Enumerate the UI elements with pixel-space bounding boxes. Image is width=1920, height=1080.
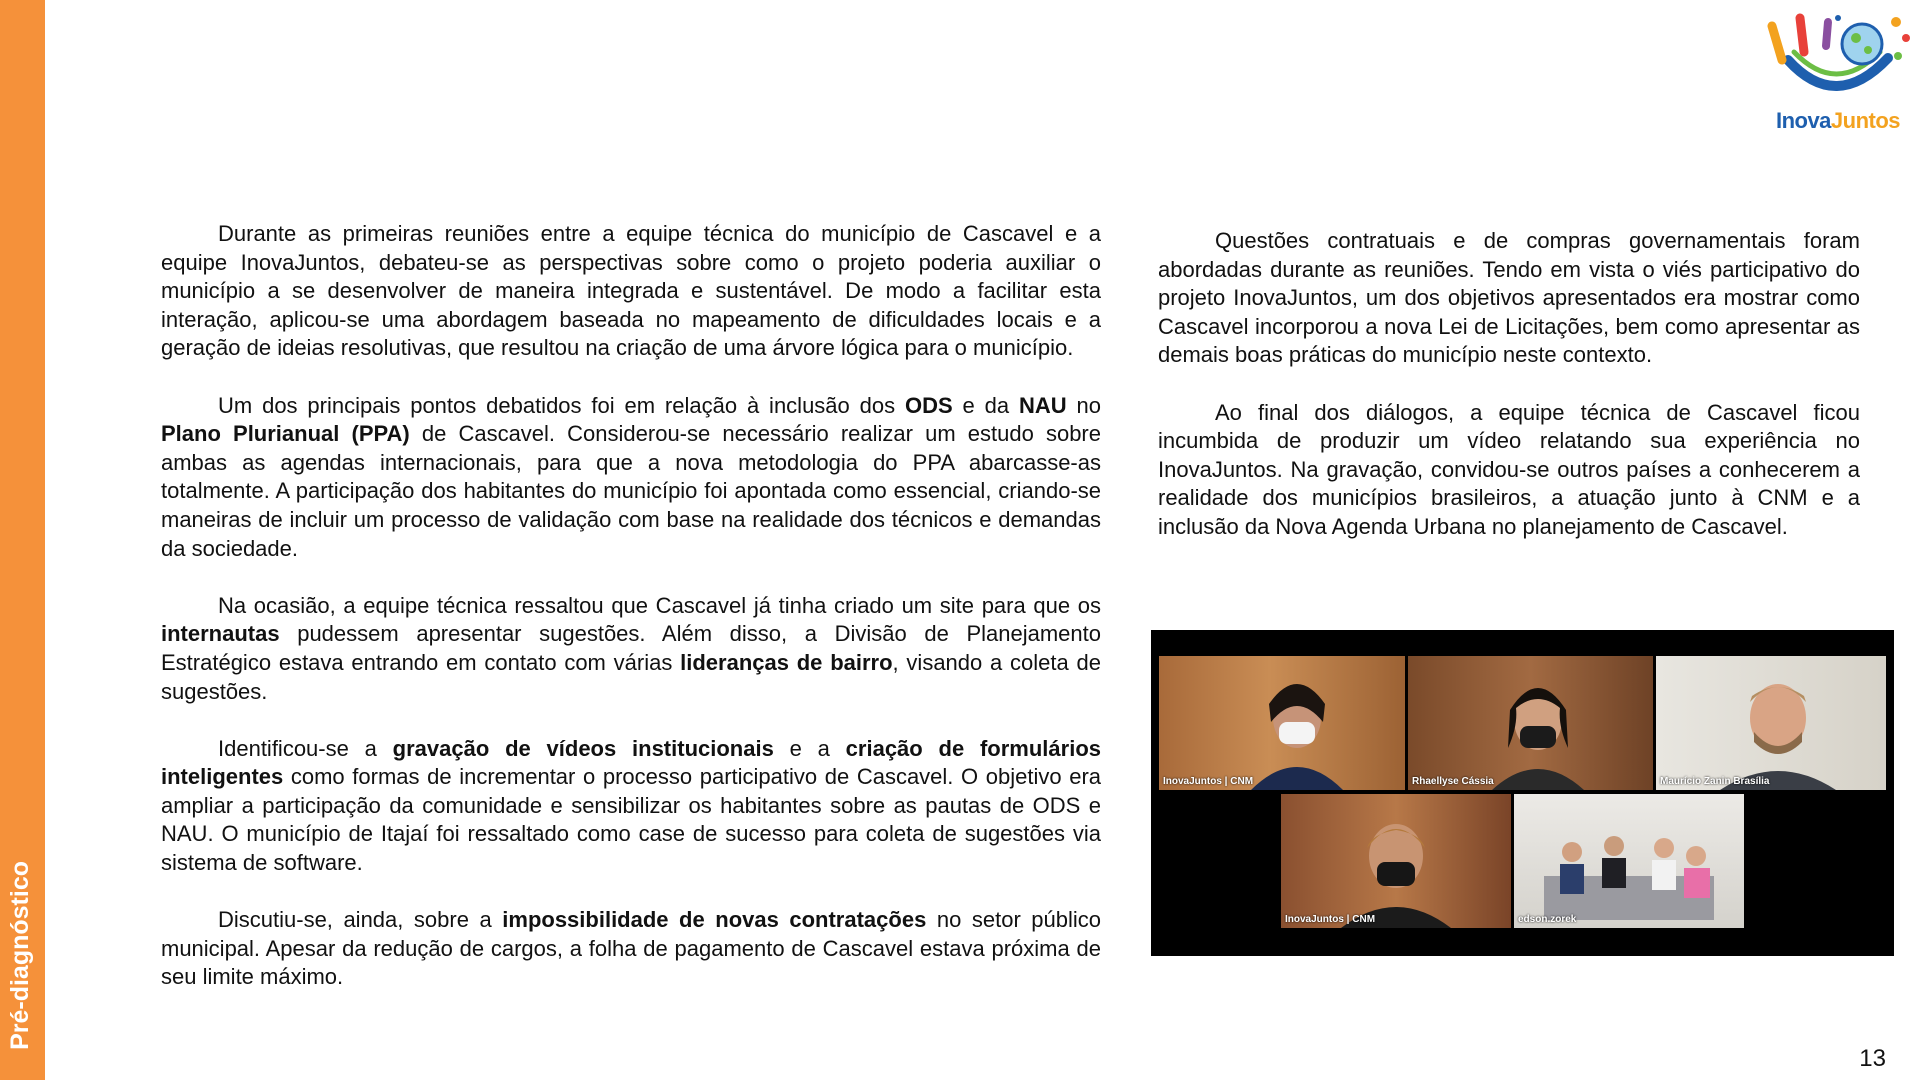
- person-figure-icon: [1408, 656, 1653, 790]
- bold-text: NAU: [1018, 392, 1067, 418]
- participant-tile: [1656, 656, 1886, 790]
- text-run: Durante as primeiras reuniões entre a equipe técnica do município de Cascavel e a equipe InovaJuntos, debateu-se as perspectivas sobre como o projeto poderia auxiliar o município a se desenvolver de maneira integrada e sustentável. De modo a facilitar esta interação, aplicou-se uma abordagem baseada no mapeamento de dificuldades locais e a geração de ideias resolutivas, que resultou na criação de uma árvore lógica para o município.: [161, 221, 1101, 361]
- paragraph: [161, 392, 1101, 564]
- video-call-screenshot: [1151, 630, 1894, 956]
- person-figure-icon: [1656, 656, 1886, 790]
- bold-text: criação de formulários inteligentes: [161, 735, 1101, 790]
- right-text-column: [1158, 227, 1860, 570]
- participant-name: Maurício Zanin Brasília: [1660, 776, 1770, 787]
- text-run: como formas de incrementar o processo participativo de Cascavel. O objetivo era ampliar a participação da comunidade e sensibilizar os habitantes sobre as pautas de ODS e NAU. O município de Itajaí foi ressaltado como case de sucesso para coleta de sugestões via sistema de software.: [161, 764, 1101, 876]
- text-run: , visando a coleta de sugestões.: [161, 649, 1101, 704]
- text-run: pudessem apresentar sugestões. Além disso, a Divisão de Planejamento Estratégico estava entrando em contato com várias: [161, 621, 1101, 675]
- text-run: Um dos principais pontos debatidos foi em relação à inclusão dos: [218, 392, 905, 418]
- paragraph: [161, 906, 1101, 992]
- text-run: Questões contratuais e de compras governamentais foram abordadas durante as reuniões. Tendo em vista o viés participativo do projeto InovaJuntos, um dos objetivos apresentados era mostrar como Cascavel incorporou a nova Lei de Licitações, bem como apresentar as demais boas práticas do município neste contexto.: [1158, 228, 1860, 368]
- person-figure-icon: [1281, 794, 1511, 928]
- paragraph: [161, 735, 1101, 878]
- text-run: Na ocasião, a equipe técnica ressaltou que Cascavel já tinha criado um site para que os: [218, 592, 1101, 618]
- participant-name: Rhaellyse Cássia: [1412, 776, 1494, 787]
- person-figure-icon: [1159, 656, 1405, 790]
- paragraph: [1158, 227, 1860, 370]
- text-run: Discutiu-se, ainda, sobre a: [218, 907, 503, 933]
- meeting-room-icon: [1514, 794, 1744, 928]
- text-run: no setor público municipal. Apesar da redução de cargos, a folha de pagamento de Cascavel estava próxima de seu limite máximo.: [161, 907, 1102, 990]
- text-run: e a: [773, 735, 846, 761]
- participant-tile: [1159, 656, 1405, 790]
- logo-emblem-icon: [1758, 8, 1918, 108]
- text-run: e da: [952, 392, 1019, 418]
- participant-name: InovaJuntos | CNM: [1163, 776, 1254, 787]
- left-text-column: [161, 220, 1101, 1021]
- bold-text: internautas: [161, 621, 280, 647]
- bold-text: lideranças de bairro: [680, 649, 893, 675]
- paragraph: [1158, 399, 1860, 542]
- text-run: Ao final dos diálogos, a equipe técnica de Cascavel ficou incumbida de produzir um vídeo relatando sua experiência no InovaJuntos. Na gravação, convidou-se outros países a conhecerem a realidade dos municípios brasileiros, a atuação junto à CNM e a inclusão da Nova Agenda Urbana no planejamento de Cascavel.: [1158, 399, 1860, 539]
- page-number: 13: [1859, 1045, 1886, 1072]
- text-run: de Cascavel. Considerou-se necessário realizar um estudo sobre ambas as agendas internacionais, para que a nova metodologia do PPA abarcasse-as totalmente. A participação dos habitantes do município foi apontada como essencial, criando-se maneiras de incluir um processo de validação com base na realidade dos técnicos e demandas da sociedade.: [161, 421, 1101, 561]
- participant-name: InovaJuntos | CNM: [1285, 914, 1376, 925]
- participant-tile: [1514, 794, 1744, 928]
- bold-text: impossibilidade de novas contratações: [502, 907, 927, 933]
- text-run: no: [1066, 392, 1101, 418]
- paragraph: [161, 592, 1101, 706]
- participant-name: edson.zorek: [1518, 914, 1577, 925]
- paragraph: [161, 220, 1101, 363]
- logo-wordmark: InovaJuntos: [1775, 108, 1901, 133]
- text-run: Identificou-se a: [218, 735, 393, 761]
- bold-text: gravação de vídeos institucionais: [392, 735, 774, 761]
- participant-tile: [1281, 794, 1511, 928]
- participant-tile: [1408, 656, 1653, 790]
- bold-text: ODS: [904, 392, 953, 418]
- sidebar-band: [0, 0, 45, 1080]
- bold-text: Plano Plurianual (PPA): [161, 421, 410, 447]
- inovajuntos-logo: [1758, 8, 1918, 138]
- section-label: Pré-diagnóstico: [6, 861, 34, 1050]
